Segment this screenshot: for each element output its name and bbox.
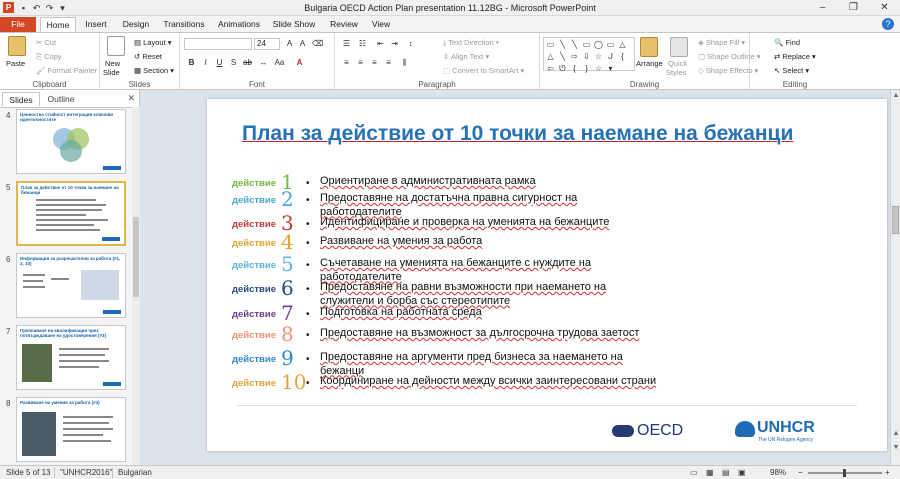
- arrow-shape-icon[interactable]: ⇩: [583, 52, 590, 61]
- slides-label: Slides: [128, 80, 151, 89]
- shape-fill-label: Shape Fill: [705, 38, 740, 47]
- thumbnail-scrollbar[interactable]: [132, 107, 140, 465]
- arrow-shape-icon[interactable]: ⇨: [571, 52, 578, 61]
- strikethrough-icon[interactable]: ab: [243, 58, 252, 67]
- change-case-icon[interactable]: Aa: [274, 58, 285, 67]
- bullets-icon[interactable]: ☰: [342, 39, 351, 48]
- textbox-shape-icon[interactable]: ▭: [546, 40, 555, 49]
- font-family-field[interactable]: [184, 38, 252, 50]
- align-text-label: Align Text: [450, 52, 484, 61]
- section-button[interactable]: ▦ Section ▾: [134, 66, 175, 75]
- quick-styles-icon[interactable]: [670, 37, 688, 57]
- justify-icon[interactable]: ≡: [386, 58, 391, 67]
- restore-icon[interactable]: ❐: [849, 2, 858, 13]
- text-line: [36, 219, 108, 221]
- photo-image: [22, 412, 56, 456]
- thumbnail-title: Развиване на умения за работа (#4): [20, 400, 100, 405]
- redo-icon[interactable]: ↷: [45, 2, 54, 13]
- char-spacing-icon[interactable]: ↔: [259, 58, 268, 67]
- arrow-shape-icon[interactable]: ⇦: [547, 64, 554, 73]
- align-right-icon[interactable]: ≡: [372, 58, 377, 67]
- font-group: [180, 33, 335, 90]
- clear-formatting-icon[interactable]: ⌫: [312, 39, 324, 48]
- brace-shape-icon[interactable]: {: [573, 64, 576, 73]
- window-controls: [807, 0, 900, 16]
- action-number: 5: [281, 252, 294, 276]
- action-text[interactable]: Предоставяне на аргументи пред бизнеса за наемането на бежанци: [320, 351, 623, 377]
- numbering-icon[interactable]: ☷: [358, 39, 367, 48]
- paste-button[interactable]: Paste: [6, 59, 26, 68]
- shape-outline-label: Shape Outline: [707, 52, 755, 61]
- theme-name: "UNHCR2016": [60, 468, 113, 477]
- triangle-shape-icon[interactable]: △: [619, 40, 626, 49]
- thumbnail-title: Ценностна стойност интеграция ключови идентичностите: [20, 112, 114, 122]
- unhcr-emblem-icon: [735, 421, 755, 437]
- status-bar: [0, 465, 900, 479]
- text-line: [63, 422, 109, 424]
- curve-shape-icon[interactable]: ᘎ: [559, 64, 566, 73]
- paragraph-group: [335, 33, 540, 90]
- arrow-shape-icon[interactable]: △: [547, 52, 554, 61]
- text-line: [23, 280, 43, 282]
- oecd-globe-icon: [612, 425, 634, 437]
- format-painter-button[interactable]: 🖌 Format Painter: [36, 66, 98, 75]
- bullet-icon: •: [306, 330, 310, 341]
- editing-label: Editing: [782, 80, 808, 89]
- slideshow-icon[interactable]: ▣: [738, 468, 746, 477]
- action-number: 10: [281, 370, 307, 394]
- zoom-in-icon[interactable]: +: [885, 468, 890, 477]
- rectangle-shape-icon[interactable]: ▭: [606, 40, 615, 49]
- new-slide-label[interactable]: Slide: [103, 68, 120, 77]
- font-color-icon[interactable]: A: [296, 58, 303, 67]
- bullet-icon: •: [306, 354, 310, 365]
- slide-thumbnail-5[interactable]: [16, 181, 126, 246]
- bullet-icon: •: [306, 309, 310, 320]
- slide-title[interactable]: План за действие от 10 точки за наемане на бежанци: [242, 122, 794, 145]
- bullet-icon: •: [306, 284, 310, 295]
- action-label: действие: [231, 219, 276, 230]
- text-line: [36, 204, 106, 206]
- text-line: [63, 416, 113, 418]
- close-panel-icon[interactable]: ✕: [127, 93, 135, 103]
- slide-thumbnail-7[interactable]: [16, 325, 126, 390]
- clipboard-label: Clipboard: [32, 80, 67, 89]
- italic-icon[interactable]: I: [204, 58, 207, 67]
- bold-icon[interactable]: B: [188, 58, 195, 67]
- action-text[interactable]: Координиране на дейности между всички заинтересовани страни: [320, 375, 657, 387]
- action-item[interactable]: [207, 252, 887, 283]
- drawing-label: Drawing: [629, 80, 660, 89]
- scroll-up-icon[interactable]: ▲: [892, 92, 900, 99]
- zoom-slider[interactable]: [808, 472, 882, 474]
- tab-insert[interactable]: Insert: [85, 19, 107, 29]
- editing-group: [750, 33, 820, 90]
- unhcr-logo-mini: [103, 166, 121, 170]
- oecd-logo: [612, 422, 683, 440]
- tab-animations[interactable]: Animations: [217, 19, 261, 29]
- minimize-icon[interactable]: –: [819, 2, 826, 13]
- thumbnail-title: Информация за разрешителни за работа (#1, 2, 10): [20, 256, 121, 266]
- unhcr-tagline: The UN Refugee Agency: [758, 437, 814, 443]
- text-line: [23, 286, 45, 288]
- ribbon: [0, 32, 900, 90]
- tab-design[interactable]: Design: [122, 19, 150, 29]
- find-label: Find: [785, 38, 801, 47]
- action-label: действие: [231, 378, 276, 389]
- slide[interactable]: [207, 99, 887, 451]
- text-line: [59, 366, 99, 368]
- undo-icon[interactable]: ↶: [32, 2, 41, 13]
- unhcr-logo-mini: [103, 310, 121, 314]
- convert-smartart-button[interactable]: ⬚ Convert to SmartArt ▾: [443, 66, 525, 75]
- line-shape-icon[interactable]: ╲: [560, 52, 565, 61]
- slide-thumbnail-8[interactable]: [16, 397, 126, 462]
- align-left-icon[interactable]: ≡: [344, 58, 349, 67]
- select-label: Select: [782, 66, 804, 75]
- text-line: [59, 348, 109, 350]
- text-line: [63, 434, 103, 436]
- action-number: 3: [281, 211, 294, 235]
- action-item[interactable]: [207, 187, 887, 218]
- normal-view-icon[interactable]: ▭: [690, 468, 698, 477]
- photo-image: [22, 344, 52, 382]
- align-text-button[interactable]: ⇳ Align Text ▾: [443, 52, 490, 61]
- scroll-thumb[interactable]: [892, 206, 899, 234]
- action-label: действие: [231, 354, 276, 365]
- bullet-icon: •: [306, 378, 310, 389]
- action-text[interactable]: Идентифициране и проверка на уменията на бежанците: [320, 216, 610, 228]
- grow-font-icon[interactable]: A: [286, 39, 293, 48]
- curve-shape-icon[interactable]: ᒍ: [607, 52, 614, 61]
- shape-effects-label: Shape Effects: [705, 66, 753, 75]
- tab-review[interactable]: Review: [330, 19, 358, 29]
- action-item[interactable]: [207, 230, 887, 258]
- thumbnail-list: [0, 107, 132, 465]
- diagram-image: [81, 270, 119, 300]
- action-label: действие: [231, 260, 276, 271]
- text-direction-label: Text Direction: [448, 38, 494, 47]
- tab-file[interactable]: File: [0, 17, 36, 32]
- action-number: 9: [281, 346, 294, 370]
- replace-button[interactable]: ⇄ Replace ▾: [774, 52, 816, 61]
- action-text[interactable]: Съчетаване на уменията на бежанците с нуждите на работодателите: [320, 257, 591, 283]
- venn-circle: [60, 140, 82, 162]
- title-bar: [0, 0, 900, 16]
- previous-slide-icon[interactable]: ▲: [892, 430, 900, 437]
- reading-view-icon[interactable]: ▤: [722, 468, 730, 477]
- find-button[interactable]: 🔍 Find: [774, 38, 801, 47]
- text-line: [23, 274, 45, 276]
- action-label: действие: [231, 195, 276, 206]
- replace-label: Replace: [782, 52, 810, 61]
- close-icon[interactable]: ✕: [880, 2, 889, 13]
- action-text[interactable]: Подготовка на работната среда: [320, 306, 482, 318]
- shape-effects-button[interactable]: ◇ Shape Effects ▾: [698, 66, 759, 75]
- line-shape-icon[interactable]: ╲: [572, 40, 577, 49]
- action-text[interactable]: Развиване на умения за работа: [320, 235, 483, 247]
- action-item[interactable]: [207, 346, 887, 377]
- divider: [54, 468, 55, 478]
- oval-shape-icon[interactable]: ◯: [594, 40, 603, 49]
- text-line: [63, 440, 111, 442]
- quick-styles-label[interactable]: Styles: [666, 68, 687, 77]
- action-number: 6: [281, 276, 294, 300]
- star-shape-icon[interactable]: ☆: [594, 52, 603, 61]
- tab-outline[interactable]: Outline: [47, 94, 75, 104]
- help-icon[interactable]: ?: [882, 18, 894, 30]
- shadow-icon[interactable]: S: [230, 58, 237, 67]
- action-item[interactable]: [207, 276, 887, 307]
- language[interactable]: Bulgarian: [118, 468, 152, 477]
- text-line: [36, 209, 102, 211]
- quick-styles-button[interactable]: Quick: [668, 59, 688, 68]
- new-slide-button[interactable]: New: [105, 59, 121, 68]
- cut-button[interactable]: ✂ Cut: [36, 38, 57, 47]
- text-line: [63, 428, 113, 430]
- slides-panel: [0, 90, 140, 465]
- slide-thumbnail-6[interactable]: [16, 253, 126, 318]
- section-label: Section: [143, 66, 169, 75]
- slide-number: 5: [6, 183, 11, 192]
- drawing-group: [540, 33, 761, 90]
- window-title: Bulgaria OECD Action Plan presentation 11.12BG - Microsoft PowerPoint: [304, 3, 596, 13]
- bullet-icon: •: [306, 178, 310, 189]
- zoom-level[interactable]: 98%: [770, 468, 787, 477]
- brace-shape-icon[interactable]: }: [585, 64, 588, 73]
- action-label: действие: [231, 330, 276, 341]
- action-text[interactable]: Ориентиране в административната рамка: [320, 175, 536, 187]
- brace-shape-icon[interactable]: {: [621, 52, 624, 61]
- text-line: [36, 199, 96, 201]
- increase-indent-icon[interactable]: ⇥: [391, 39, 398, 48]
- slide-counter: Slide 5 of 13: [6, 468, 51, 477]
- line-shape-icon[interactable]: ╲: [560, 40, 565, 49]
- tab-view[interactable]: View: [371, 19, 391, 29]
- copy-label: Copy: [44, 52, 62, 61]
- text-line: [36, 214, 86, 216]
- slide-number: 8: [6, 399, 11, 408]
- arrange-button[interactable]: Arrange: [636, 59, 663, 68]
- action-label: действие: [231, 238, 276, 249]
- action-number: 7: [281, 301, 294, 325]
- action-text[interactable]: Предоставяне на възможност за дългосрочна трудова заетост: [320, 327, 640, 339]
- action-number: 2: [281, 187, 294, 211]
- clipboard-group: [0, 33, 100, 90]
- vertical-scrollbar[interactable]: [890, 90, 900, 465]
- bullet-icon: •: [306, 238, 310, 249]
- text-line: [51, 278, 69, 280]
- tab-home[interactable]: Home: [40, 17, 76, 32]
- bullet-icon: •: [306, 260, 310, 271]
- bullet-icon: •: [306, 219, 310, 230]
- text-line: [59, 354, 105, 356]
- action-label: действие: [231, 284, 276, 295]
- shrink-font-icon[interactable]: A: [299, 39, 306, 48]
- arrange-icon[interactable]: [640, 37, 658, 57]
- unhcr-logo-mini: [102, 237, 120, 241]
- text-direction-button[interactable]: ⤓ Text Direction ▾: [443, 38, 499, 47]
- divider: [237, 405, 857, 406]
- line-spacing-icon[interactable]: ↕: [408, 39, 413, 48]
- action-text[interactable]: Предоставяне на равни възможности при наемането на служители и борба със стереотипите: [320, 281, 607, 307]
- new-slide-icon[interactable]: [107, 36, 125, 56]
- action-number: 8: [281, 322, 294, 346]
- select-button[interactable]: ↖ Select ▾: [774, 66, 810, 75]
- text-line: [36, 229, 100, 231]
- slide-number: 4: [6, 111, 11, 120]
- copy-button[interactable]: ⎘ Copy: [36, 52, 62, 61]
- format-painter-label: Format Painter: [47, 66, 98, 75]
- text-line: [36, 224, 94, 226]
- thumbnail-title: Признаване на квалификации чрез потвърждаване на удостоверения (#3): [20, 328, 107, 338]
- tab-slides[interactable]: Slides: [2, 92, 40, 106]
- text-line: [59, 360, 109, 362]
- align-center-icon[interactable]: ≡: [358, 58, 363, 67]
- slide-sorter-icon[interactable]: ▦: [706, 468, 714, 477]
- slide-thumbnail-4[interactable]: [16, 109, 126, 174]
- oecd-wordmark: OECD: [637, 422, 684, 439]
- decrease-indent-icon[interactable]: ⇤: [377, 39, 384, 48]
- unhcr-logo-mini: [103, 382, 121, 386]
- bullet-icon: •: [306, 195, 310, 206]
- zoom-slider-knob[interactable]: [843, 469, 846, 477]
- shapes-gallery[interactable]: [543, 37, 635, 71]
- slide-number: 6: [6, 255, 11, 264]
- action-number: 1: [281, 170, 294, 194]
- next-slide-icon[interactable]: ▼: [892, 444, 900, 451]
- paragraph-label: Paragraph: [418, 80, 456, 89]
- action-number: 4: [281, 230, 294, 254]
- slides-group: [100, 33, 180, 90]
- cut-label: Cut: [44, 38, 57, 47]
- tab-transitions[interactable]: Transitions: [163, 19, 205, 29]
- action-label: действие: [231, 309, 276, 320]
- scroll-thumb[interactable]: [133, 217, 139, 297]
- rectangle-shape-icon[interactable]: ▭: [582, 40, 591, 49]
- shape-outline-button[interactable]: ▢ Shape Outline ▾: [698, 52, 761, 61]
- columns-icon[interactable]: ⫼: [402, 58, 407, 67]
- reset-button[interactable]: ↺ Reset: [134, 52, 162, 61]
- convert-smartart-label: Convert to SmartArt: [452, 66, 519, 75]
- divider: [112, 468, 113, 478]
- font-size-field[interactable]: 24: [254, 38, 280, 50]
- font-label: Font: [248, 80, 265, 89]
- thumbnail-title: План за действие от 10 точки за наемане на бежанци: [21, 185, 119, 195]
- underline-icon[interactable]: U: [216, 58, 223, 67]
- reset-label: Reset: [142, 52, 162, 61]
- action-label: действие: [231, 178, 276, 189]
- tab-slide-show[interactable]: Slide Show: [272, 19, 316, 29]
- unhcr-wordmark: UNHCR: [757, 419, 815, 436]
- layout-button[interactable]: ▤ Layout ▾: [134, 38, 172, 47]
- zoom-out-icon[interactable]: −: [798, 468, 803, 477]
- ribbon-tabs: [0, 16, 900, 32]
- customize-toolbar-icon[interactable]: ▾: [60, 2, 65, 13]
- layout-label: Layout: [143, 38, 166, 47]
- star-shape-icon[interactable]: ☆: [594, 64, 603, 73]
- action-text[interactable]: Предоставяне на достатъчна правна сигурност на работодателите: [320, 192, 578, 218]
- powerpoint-icon[interactable]: P: [3, 2, 14, 13]
- shape-fill-button[interactable]: ◈ Shape Fill ▾: [698, 38, 746, 47]
- paste-icon[interactable]: [8, 36, 26, 56]
- action-item[interactable]: [207, 370, 887, 398]
- slide-number: 7: [6, 327, 11, 336]
- save-icon[interactable]: ▪: [21, 2, 26, 13]
- more-shapes-icon[interactable]: ▾: [608, 64, 613, 73]
- action-item[interactable]: [207, 322, 887, 350]
